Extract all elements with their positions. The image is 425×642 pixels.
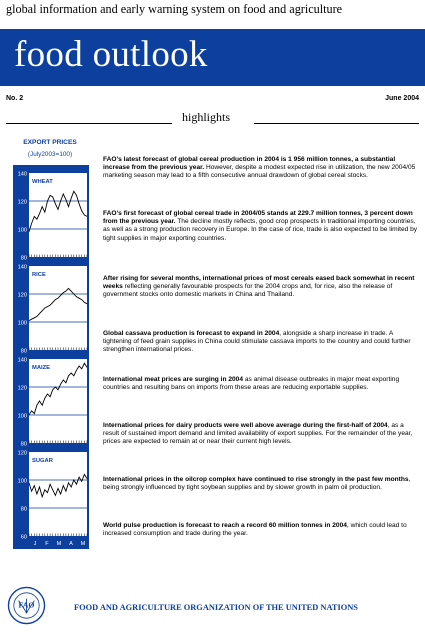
maize-panel-title: MAIZE — [32, 365, 51, 371]
month-tick-label: M — [56, 541, 62, 547]
highlight-lead: International prices in the oilcrop complex have continued to rise strongly in the past few months — [103, 476, 409, 483]
sugar-plot-area — [29, 452, 87, 536]
divider-right — [254, 123, 419, 124]
wheat-panel-title: WHEAT — [32, 179, 53, 185]
month-tick-label: J — [33, 541, 37, 547]
highlight-lead: International prices for dairy products were well above average during the first-half of 2004 — [103, 422, 388, 429]
highlight-lead: FAO’s latest forecast of global cereal production in 2004 is 1 956 million tonnes, a substantial increase from the previous year. — [103, 156, 396, 172]
fao-logo — [7, 586, 46, 625]
organization-name: FOOD AND AGRICULTURE ORGANIZATION OF THE UNITED NATIONS — [74, 603, 358, 612]
highlight-body: , as a result of sustained import demand and limited availability of export supplies. For the remainder of the year, prices are expected to remain at or near their current high levels. — [103, 422, 413, 446]
sugar-y-tick-label: 80 — [20, 506, 27, 513]
month-tick-label: M — [80, 541, 86, 547]
wheat-y-tick-label: 100 — [17, 227, 27, 234]
highlight-paragraph — [103, 156, 421, 181]
tagline: global information and early warning system on food and agriculture — [6, 2, 343, 16]
highlight-body: The decline mostly reflects, good crop prospects in traditional importing countries, as well as a strong production recovery in Europe. In the case of rice, trade is also expected to be limited by tight supplies in major exporting countries. — [103, 218, 418, 242]
export-price-charts — [13, 165, 89, 556]
highlight-paragraph — [103, 476, 421, 492]
highlight-body: reflecting generally favourable prospects for the 2004 crops and, for rice, also the release of government stocks onto domestic markets in China and Thailand. — [103, 283, 393, 299]
maize-y-tick-label: 120 — [17, 385, 27, 392]
highlight-lead: After rising for several months, international prices of most cereals eased back somewhat in recent weeks — [103, 275, 415, 291]
highlight-lead: FAO’s first forecast of global cereal trade in 2004/05 stands at 229.7 million tonnes, 3 percent down from the previous year. — [103, 210, 413, 226]
maize-y-tick-label: 80 — [20, 441, 27, 448]
highlight-paragraph — [103, 422, 421, 447]
sugar-y-tick-label: 120 — [17, 450, 27, 457]
section-heading: highlights — [182, 110, 231, 124]
month-tick-label: A — [69, 541, 73, 547]
rice-y-tick-label: 140 — [17, 264, 27, 271]
sugar-y-tick-label: 100 — [17, 478, 27, 485]
highlight-body: as animal disease outbreaks in major meat exporting countries and resulting bans on imports from these areas are reducing exportable supplies. — [103, 376, 400, 392]
export-prices-subtitle: (July2003=100) — [27, 151, 73, 158]
rice-plot-area — [29, 266, 87, 350]
wheat-y-tick-label: 120 — [17, 199, 27, 206]
highlight-paragraph — [103, 376, 421, 392]
highlight-lead: Global cassava production is forecast to expand in 2004 — [103, 330, 280, 337]
wheat-y-tick-label: 140 — [17, 171, 27, 178]
highlight-lead: World pulse production is forecast to reach a record 60 million tonnes in 2004 — [103, 522, 347, 529]
month-tick-label: F — [45, 541, 49, 547]
highlight-paragraph — [103, 522, 421, 538]
highlight-paragraph — [103, 275, 421, 300]
sugar-panel-title: SUGAR — [32, 458, 53, 464]
fao-logo-text: FAO — [18, 600, 35, 610]
highlight-body: , which could lead to increased consumption and trade during the year. — [103, 522, 407, 538]
maize-plot-area — [29, 359, 87, 443]
highlight-body: , being strongly influenced by tight soybean supplies and by slower growth in palm oil production. — [103, 476, 411, 492]
export-prices-title: EXPORT PRICES — [23, 139, 77, 146]
rice-y-tick-label: 100 — [17, 320, 27, 327]
wheat-y-tick-label: 80 — [20, 255, 27, 262]
highlight-lead: International meat prices are surging in 2004 — [103, 376, 243, 383]
rice-y-tick-label: 120 — [17, 292, 27, 299]
maize-y-tick-label: 140 — [17, 357, 27, 364]
rice-y-tick-label: 80 — [20, 348, 27, 355]
issue-number: No. 2 — [6, 95, 24, 102]
highlight-paragraph — [103, 210, 421, 243]
year-label: 2004 — [46, 550, 60, 556]
highlight-body: , alongside a sharp increase in trade. A tightening of feed grain supplies in China could stimulate cassava imports to the country and could further strengthen international prices. — [103, 330, 411, 354]
divider-left — [6, 123, 172, 124]
publication-title: food outlook — [14, 34, 208, 75]
export-price-charts-svg — [13, 165, 89, 556]
wheat-plot-area — [29, 173, 87, 257]
issue-date: June 2004 — [385, 95, 419, 102]
highlight-paragraph — [103, 330, 421, 355]
maize-y-tick-label: 100 — [17, 413, 27, 420]
title-banner — [0, 29, 425, 86]
highlight-body: However, despite a modest expected rise in utilization, the new 2004/05 marketing season may lead to a fifth consecutive annual drawdown of global cereal stocks. — [103, 164, 416, 180]
sugar-y-tick-label: 60 — [20, 534, 27, 541]
rice-panel-title: RICE — [32, 272, 46, 278]
